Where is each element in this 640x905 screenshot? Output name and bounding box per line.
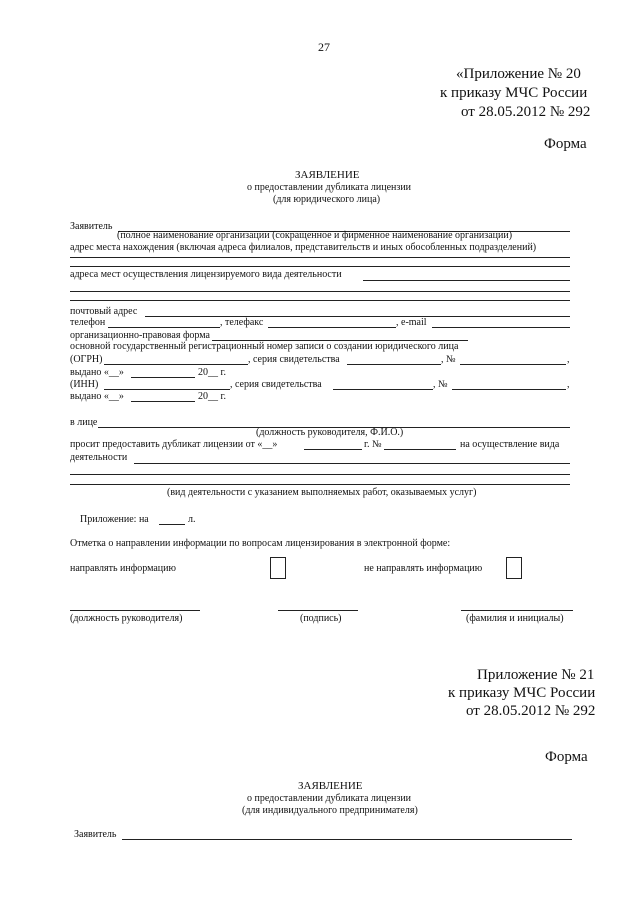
address-line-2: [70, 266, 570, 267]
form-20-subtitle-2: (для юридического лица): [273, 194, 381, 205]
in-person-label: в лице: [70, 417, 98, 428]
issued-label-1: выдано «__»: [70, 367, 124, 378]
send-info-label: направлять информацию: [70, 563, 176, 574]
postal-label: почтовый адрес: [70, 306, 138, 317]
inn-number-label: , №: [433, 379, 448, 390]
postal-line: [145, 316, 570, 317]
sig-name-caption: (фамилия и инициалы): [466, 613, 564, 624]
sig-signature-line: [278, 610, 358, 611]
inn-series-line: [333, 389, 433, 390]
activity-line-3: [70, 484, 570, 485]
ogrn-series-line: [347, 364, 441, 365]
issued-label-2: выдано «__»: [70, 391, 124, 402]
ogrn-intro: основной государственный регистрационный номер записи о создании юридического лица: [70, 341, 459, 352]
form-21-applicant-label: Заявитель: [74, 829, 117, 840]
form-21-applicant-line: [122, 839, 572, 840]
applicant-label: Заявитель: [70, 221, 113, 232]
appendix-21-order: к приказу МЧС России: [448, 685, 596, 701]
sig-position-caption: (должность руководителя): [70, 613, 183, 624]
form-20-subtitle-1: о предоставлении дубликата лицензии: [247, 182, 412, 193]
send-info-checkbox[interactable]: [270, 557, 286, 579]
address-label: адрес места нахождения (включая адреса филиалов, представительств и иных обособленных подразделений): [70, 242, 537, 253]
ogrn-number-label: , №: [441, 354, 456, 365]
appendix-20-forma: Форма: [544, 136, 587, 152]
activity-address-label: адреса мест осуществления лицензируемого вида деятельности: [70, 269, 342, 280]
fax-label: , телефакс: [220, 317, 264, 328]
sig-signature-caption: (подпись): [300, 613, 342, 624]
activity-address-line-1: [363, 280, 570, 281]
sig-name-line: [461, 610, 573, 611]
inn-comma: ,: [567, 379, 570, 390]
ogrn-number-line: [460, 364, 566, 365]
attachment-label: Приложение: на: [80, 514, 149, 525]
email-label: , e-mail: [396, 317, 427, 328]
attachment-line: [159, 524, 185, 525]
inn-number-line: [452, 389, 566, 390]
request-g: г. №: [364, 439, 382, 450]
activity-address-line-2: [70, 291, 570, 292]
appendix-21-forma: Форма: [545, 749, 588, 765]
electronic-note: Отметка о направлении информации по вопросам лицензирования в электронной форме:: [70, 538, 451, 549]
legal-form-label: организационно-правовая форма: [70, 330, 210, 341]
ogrn-comma: ,: [567, 354, 570, 365]
no-send-info-checkbox[interactable]: [506, 557, 522, 579]
ogrn-cert-series: , серия свидетельства: [248, 354, 340, 365]
no-send-info-label: не направлять информацию: [364, 563, 483, 574]
fax-line: [268, 327, 396, 328]
inn-line: [104, 389, 230, 390]
form-21-subtitle-1: о предоставлении дубликата лицензии: [247, 793, 412, 804]
appendix-21-date: от 28.05.2012 № 292: [466, 703, 596, 719]
appendix-20-date: от 28.05.2012 № 292: [461, 104, 591, 120]
appendix-21-title: Приложение № 21: [477, 667, 595, 683]
activity-caption: (вид деятельности с указанием выполняемых работ, оказываемых услуг): [167, 487, 477, 498]
address-line-1: [70, 257, 570, 258]
issued-line-2: [131, 401, 195, 402]
appendix-20-title: «Приложение № 20: [456, 66, 581, 82]
form-20-title: ЗАЯВЛЕНИЕ: [295, 169, 360, 181]
ogrn-line: [104, 364, 248, 365]
activity-label: деятельности: [70, 452, 128, 463]
request-date-line: [304, 449, 362, 450]
request-number-line: [384, 449, 456, 450]
request-end: на осуществление вида: [460, 439, 560, 450]
inn-label: (ИНН): [70, 379, 99, 390]
org-name-caption: (полное наименование организации (сокращенное и фирменное наименование организации): [117, 230, 513, 241]
email-line: [432, 327, 570, 328]
sig-position-line: [70, 610, 200, 611]
issued-year-2: 20__ г.: [198, 391, 226, 402]
issued-line-1: [131, 377, 195, 378]
inn-cert-series: , серия свидетельства: [230, 379, 322, 390]
position-caption: (должность руководителя, Ф.И.О.): [256, 427, 404, 438]
attachment-suffix: л.: [188, 514, 196, 525]
activity-line-1: [134, 463, 570, 464]
ogrn-label: (ОГРН): [70, 354, 103, 365]
activity-address-line-3: [70, 300, 570, 301]
form-21-title: ЗАЯВЛЕНИЕ: [298, 780, 363, 792]
activity-line-2: [70, 474, 570, 475]
form-21-subtitle-2: (для индивидуального предпринимателя): [242, 805, 418, 816]
page-number: 27: [318, 40, 330, 54]
request-start: просит предоставить дубликат лицензии от «__»: [70, 439, 278, 450]
appendix-20-order: к приказу МЧС России: [440, 85, 588, 101]
phone-label: телефон: [70, 317, 106, 328]
phone-line: [108, 327, 220, 328]
issued-year-1: 20__ г.: [198, 367, 226, 378]
